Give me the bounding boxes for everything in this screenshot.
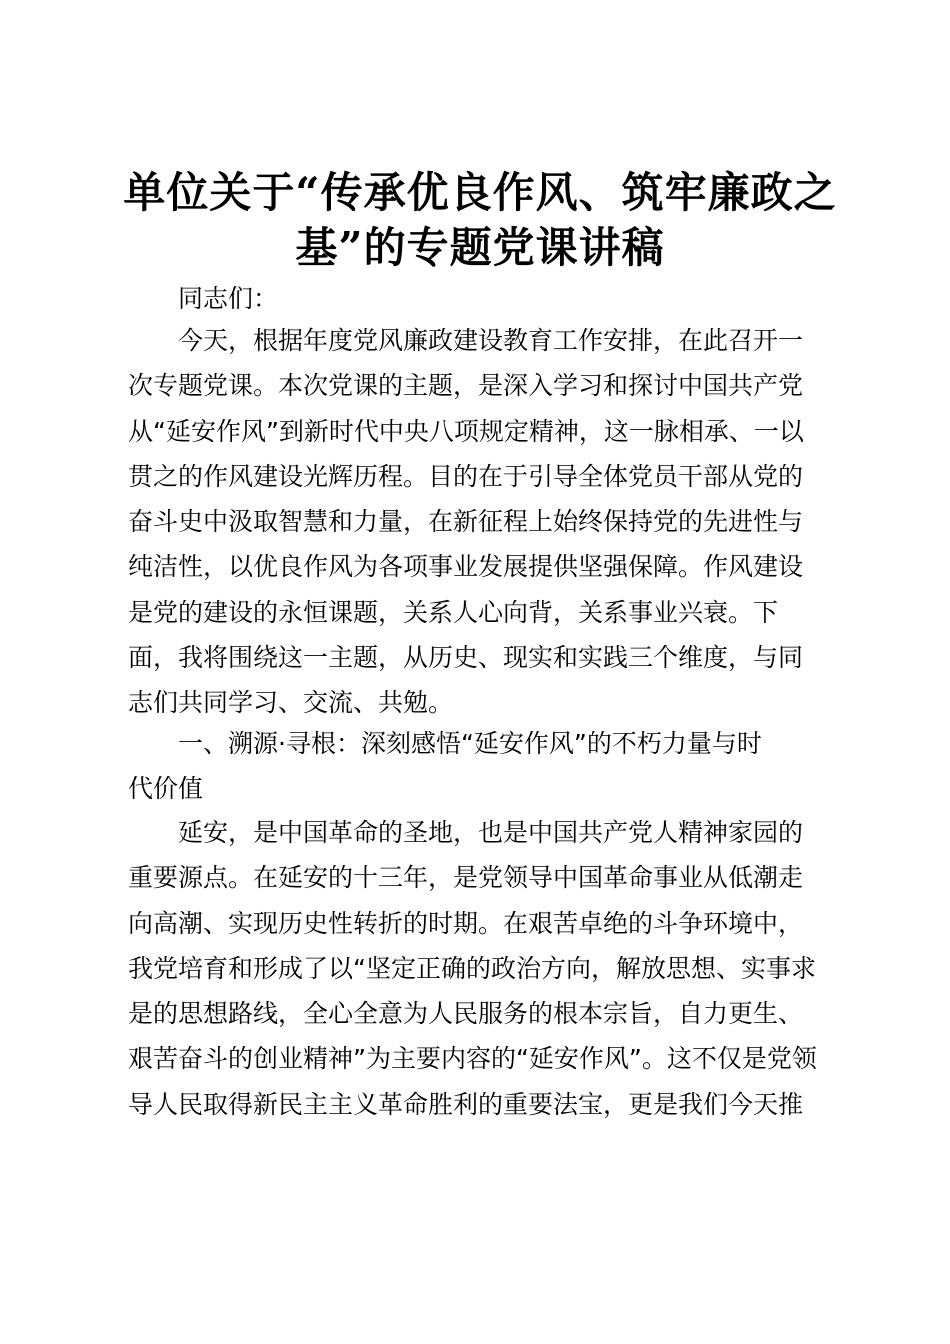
paragraph-2-line: 我党培育和形成了以“坚定正确的政治方向，解放思想、实事求 [128, 953, 816, 983]
paragraph-2-line: 向高潮、实现历史性转折的时期。在艰苦卓绝的斗争环境中， [128, 908, 804, 938]
paragraph-2-line: 是的思想路线，全心全意为人民服务的根本宗旨，自力更生、 [128, 999, 804, 1029]
paragraph-2-line: 导人民取得新民主主义革命胜利的重要法宝，更是我们今天推 [128, 1089, 804, 1119]
document-title [110, 165, 850, 275]
paragraph-1-line: 纯洁性，以优良作风为各项事业发展提供坚强保障。作风建设 [128, 552, 804, 582]
section-heading-line: 代价值 [128, 774, 204, 803]
paragraph-2-line: 艰苦奋斗的创业精神”为主要内容的“延安作风”。这不仅是党领 [128, 1044, 817, 1074]
paragraph-1-line: 奋斗史中汲取智慧和力量，在新征程上始终保持党的先进性与 [128, 507, 804, 537]
paragraph-1-line: 面，我将围绕这一主题，从历史、现实和实践三个维度，与同 [128, 643, 804, 673]
paragraph-1-line: 是党的建设的永恒课题，关系人心向背，关系事业兴衰。下 [128, 597, 779, 627]
paragraph-1-line: 次专题党课。本次党课的主题，是深入学习和探讨中国共产党 [128, 371, 804, 401]
paragraph-1-line: 志们共同学习、交流、共勉。 [128, 688, 454, 718]
title-line-1: 单位关于“传承优良作风、筑牢廉政之 [123, 168, 837, 217]
paragraph-1-line: 今天，根据年度党风廉政建设教育工作安排，在此召开一 [178, 326, 804, 355]
paragraph-2 [128, 810, 817, 1127]
title-line-2: 基”的专题党课讲稿 [295, 223, 665, 272]
paragraph-2-line: 延安，是中国革命的圣地，也是中国共产党人精神家园的 [178, 818, 804, 847]
greeting: 同志们： [178, 284, 279, 313]
section-heading-line: 一、溯源·寻根：深刻感悟“延安作风”的不朽力量与时 [178, 729, 762, 758]
paragraph-1 [128, 318, 804, 726]
paragraph-2-line: 重要源点。在延安的十三年，是党领导中国革命事业从低潮走 [128, 863, 804, 893]
paragraph-1-line: 从“延安作风”到新时代中央八项规定精神，这一脉相承、一以 [128, 416, 804, 446]
paragraph-1-line: 贯之的作风建设光辉历程。目的在于引导全体党员干部从党的 [128, 461, 804, 491]
section-heading-1 [128, 721, 762, 811]
